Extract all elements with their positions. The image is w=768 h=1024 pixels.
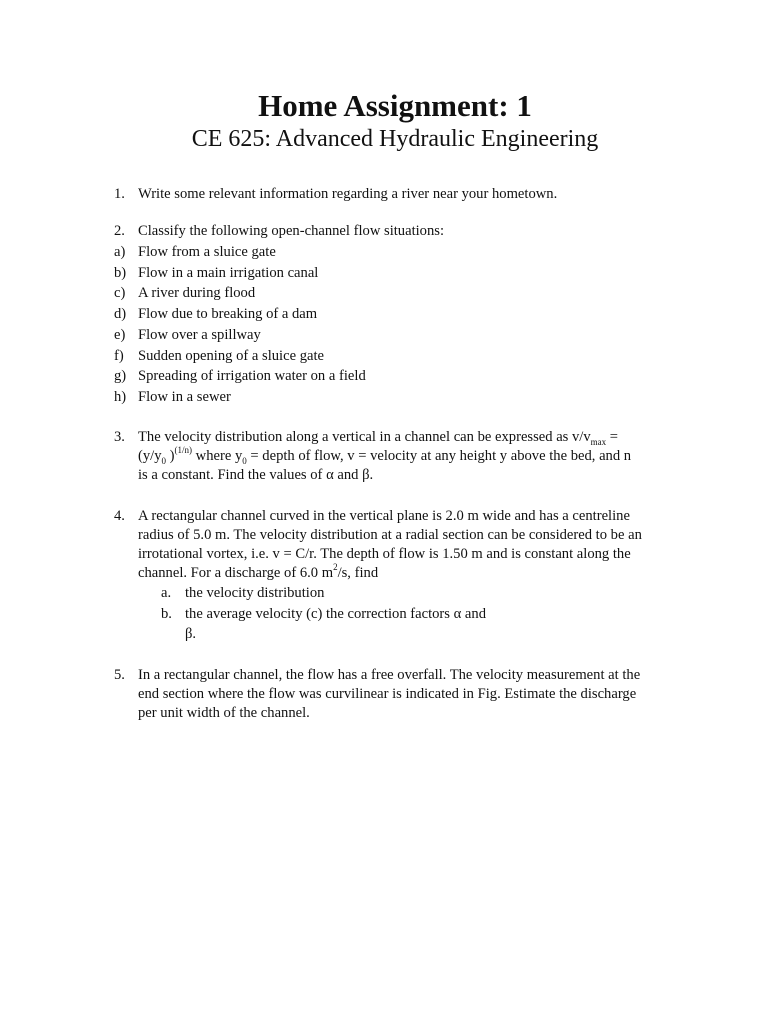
formula-text: = xyxy=(606,429,619,445)
formula-text: (y/y xyxy=(138,448,162,464)
formula-text: channel. For a discharge of 6.0 m xyxy=(138,565,334,581)
list-item-label: b) xyxy=(114,265,127,281)
question-text-line: A rectangular channel curved in the vertical plane is 2.0 m wide and has a centreline xyxy=(138,508,630,524)
sub-item-label: b. xyxy=(161,606,172,622)
question-text-line: is a constant. Find the values of α and β. xyxy=(138,467,374,483)
list-item: Flow from a sluice gate xyxy=(138,244,276,260)
list-item: Flow due to breaking of a dam xyxy=(138,306,318,322)
list-item-label: h) xyxy=(114,389,127,405)
list-item-label: c) xyxy=(114,285,126,301)
formula-text: where y xyxy=(192,448,243,464)
question-text-line: radius of 5.0 m. The velocity distribution at a radial section can be considered to be an xyxy=(138,527,642,543)
sub-item: the average velocity (c) the correction factors α and xyxy=(185,606,486,622)
subscript: 0 xyxy=(242,455,247,466)
page-title: Home Assignment: 1 xyxy=(258,88,532,123)
question-text-line xyxy=(138,428,618,447)
list-item-label: g) xyxy=(114,368,127,384)
question-number: 4. xyxy=(114,508,125,524)
sub-item: β. xyxy=(185,626,197,642)
list-item: Spreading of irrigation water on a field xyxy=(138,368,366,384)
superscript: 2 xyxy=(333,562,338,573)
formula-text: ) xyxy=(166,448,175,464)
question-text-line xyxy=(138,564,378,583)
list-item: Sudden opening of a sluice gate xyxy=(138,348,325,364)
formula-text: = depth of flow, v = velocity at any height y above the bed, and n xyxy=(246,448,632,464)
sub-item: the velocity distribution xyxy=(185,585,325,601)
question-text: Write some relevant information regarding a river near your hometown. xyxy=(138,186,558,202)
question-text-line: In a rectangular channel, the flow has a free overfall. The velocity measurement at the xyxy=(138,667,641,683)
course-subtitle: CE 625: Advanced Hydraulic Engineering xyxy=(191,126,599,152)
list-item: Flow in a main irrigation canal xyxy=(138,265,319,281)
formula-text: The velocity distribution along a vertical in a channel can be expressed as v/v xyxy=(138,429,591,445)
question-number: 2. xyxy=(114,223,125,239)
question-number: 3. xyxy=(114,429,125,445)
subscript: max xyxy=(590,436,607,447)
list-item-label: d) xyxy=(114,306,127,322)
list-item-label: f) xyxy=(114,348,124,364)
list-item-label: a) xyxy=(114,244,126,260)
list-item: Flow over a spillway xyxy=(138,327,261,343)
list-item-label: e) xyxy=(114,327,126,343)
question-text-line: per unit width of the channel. xyxy=(138,705,310,721)
question-number: 1. xyxy=(114,186,125,202)
question-text: Classify the following open-channel flow situations: xyxy=(138,223,445,239)
question-text-line: irrotational vortex, i.e. v = C/r. The depth of flow is 1.50 m and is constant along the xyxy=(138,546,631,562)
list-item: A river during flood xyxy=(138,285,256,301)
list-item: Flow in a sewer xyxy=(138,389,231,405)
question-text-line xyxy=(138,447,631,466)
question-number: 5. xyxy=(114,667,125,683)
sub-item-label: a. xyxy=(161,585,172,601)
subscript: 0 xyxy=(161,455,167,466)
superscript: (1/n) xyxy=(174,445,193,456)
formula-text: /s, find xyxy=(337,565,379,581)
question-text-line: end section where the flow was curvilinear is indicated in Fig. Estimate the discharge xyxy=(138,686,637,702)
